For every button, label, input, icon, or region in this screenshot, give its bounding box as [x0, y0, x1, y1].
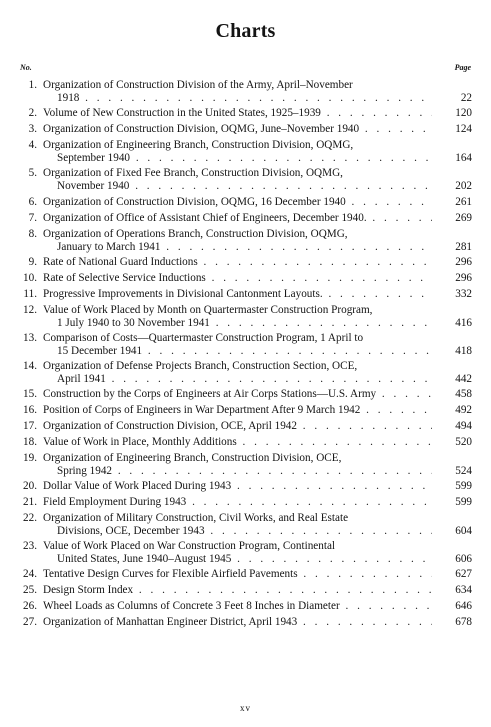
list-item	[0, 404, 491, 417]
chart-number: 24.	[23, 568, 37, 580]
chart-number: 15.	[23, 388, 37, 400]
list-item	[0, 584, 491, 597]
list-item	[0, 332, 491, 358]
chart-number: 26.	[23, 600, 37, 612]
chart-title-line: Design Storm Index . . .	[43, 584, 447, 597]
chart-title-line: Organization of Construction Division of the Army, April–November	[43, 79, 353, 91]
chart-title-line: Organization of Office of Assistant Chief of Engineers, December 1940. . . .	[43, 212, 447, 225]
list-item	[0, 600, 491, 613]
list-item	[0, 139, 491, 165]
chart-number: 21.	[23, 496, 37, 508]
list-item	[0, 228, 491, 254]
page-number: 261	[432, 196, 472, 209]
list-item	[0, 512, 491, 538]
chart-number: 11.	[23, 288, 37, 300]
chart-title-line: Organization of Operations Branch, Construction Division, OQMG,	[43, 228, 348, 240]
list-item	[0, 480, 491, 493]
list-item	[0, 496, 491, 509]
chart-number: 7.	[28, 212, 37, 224]
chart-number: 18.	[23, 436, 37, 448]
chart-title-line: Volume of New Construction in the United States, 1925–1939 . . .	[43, 107, 447, 120]
chart-title-line: Organization of Military Construction, Civil Works, and Real Estate	[43, 512, 349, 524]
list-item	[0, 288, 491, 301]
page-number: 599	[432, 480, 472, 493]
chart-number: 3.	[28, 123, 37, 135]
chart-title-line: January to March 1941 . . .	[57, 241, 447, 254]
list-item	[0, 107, 491, 120]
chart-number: 13.	[23, 332, 37, 344]
list-item	[0, 304, 491, 330]
chart-number: 16.	[23, 404, 37, 416]
list-item	[0, 79, 491, 105]
page-number: 269	[432, 212, 472, 225]
page-number: 492	[432, 404, 472, 417]
chart-title-line: Organization of Construction Division, OQMG, 16 December 1940 . . .	[43, 196, 447, 209]
list-item	[0, 568, 491, 581]
chart-title-line: Value of Work Placed on War Construction Program, Continental	[43, 540, 336, 552]
page-number: 442	[432, 373, 472, 386]
list-item	[0, 452, 491, 478]
page-number: 120	[432, 107, 472, 120]
chart-title-line: Comparison of Costs—Quartermaster Construction Program, 1 April to	[43, 332, 364, 344]
chart-number: 19.	[23, 452, 37, 464]
list-item	[0, 167, 491, 193]
page-number: 634	[432, 584, 472, 597]
chart-number: 2.	[28, 107, 37, 119]
page-number: 296	[432, 272, 472, 285]
list-item	[0, 196, 491, 209]
chart-number: 22.	[23, 512, 37, 524]
chart-title-line: Value of Work in Place, Monthly Additions . . .	[43, 436, 447, 449]
list-item	[0, 360, 491, 386]
page-number: 520	[432, 436, 472, 449]
list-item	[0, 272, 491, 285]
chart-title-line: Tentative Design Curves for Flexible Airfield Pavements . . .	[43, 568, 447, 581]
chart-title-line: April 1941 . . .	[57, 373, 447, 386]
chart-title-line: Field Employment During 1943 . . .	[43, 496, 447, 509]
list-item	[0, 123, 491, 136]
chart-number: 4.	[28, 139, 37, 151]
chart-title-line: Spring 1942 . . .	[57, 465, 447, 478]
chart-title-line: Rate of National Guard Inductions . . .	[43, 256, 447, 269]
chart-number: 1.	[28, 79, 37, 91]
chart-title-line: Position of Corps of Engineers in War Department After 9 March 1942 . . .	[43, 404, 447, 417]
list-item	[0, 436, 491, 449]
list-item	[0, 616, 491, 629]
chart-title-line: Organization of Engineering Branch, Construction Division, OCE,	[43, 452, 342, 464]
page-number: 646	[432, 600, 472, 613]
chart-title-line: Construction by the Corps of Engineers at Air Corps Stations—U.S. Army . . .	[43, 388, 447, 401]
chart-title-line: November 1940 . . .	[57, 180, 447, 193]
chart-number: 23.	[23, 540, 37, 552]
page-number: 606	[432, 553, 472, 566]
chart-title-line: 15 December 1941 . . .	[57, 345, 447, 358]
page-number: 604	[432, 525, 472, 538]
chart-number: 5.	[28, 167, 37, 179]
chart-number: 12.	[23, 304, 37, 316]
page-number: 332	[432, 288, 472, 301]
chart-title-line: Divisions, OCE, December 1943 . . .	[57, 525, 447, 538]
list-item	[0, 540, 491, 566]
page-number: 627	[432, 568, 472, 581]
chart-number: 9.	[28, 256, 37, 268]
chart-number: 17.	[23, 420, 37, 432]
page-number: 416	[432, 317, 472, 330]
column-header-number: No.	[20, 63, 32, 72]
chart-number: 14.	[23, 360, 37, 372]
page-folio: xv	[240, 703, 251, 713]
chart-number: 6.	[28, 196, 37, 208]
chart-title-line: 1918 . . .	[57, 92, 447, 105]
list-item	[0, 420, 491, 433]
chart-number: 25.	[23, 584, 37, 596]
chart-title-line: Rate of Selective Service Inductions . . .	[43, 272, 447, 285]
list-item	[0, 256, 491, 269]
chart-title-line: Value of Work Placed by Month on Quartermaster Construction Program,	[43, 304, 373, 316]
chart-list	[0, 79, 491, 632]
list-item	[0, 388, 491, 401]
chart-title-line: Organization of Construction Division, OQMG, June–November 1940 . . .	[43, 123, 447, 136]
page-number: 599	[432, 496, 472, 509]
page-number: 124	[432, 123, 472, 136]
chart-title-line: United States, June 1940–August 1945 . . .	[57, 553, 447, 566]
chart-title-line: Organization of Fixed Fee Branch, Construction Division, OQMG,	[43, 167, 343, 179]
chart-title-line: Wheel Loads as Columns of Concrete 3 Feet 8 Inches in Diameter . . .	[43, 600, 447, 613]
page-number: 164	[432, 152, 472, 165]
chart-number: 8.	[28, 228, 37, 240]
chart-title-line: Progressive Improvements in Divisional Cantonment Layouts. . . .	[43, 288, 447, 301]
chart-title-line: Organization of Defense Projects Branch, Construction Section, OCE,	[43, 360, 358, 372]
chart-title-line: 1 July 1940 to 30 November 1941 . . .	[57, 317, 447, 330]
page-number: 524	[432, 465, 472, 478]
page-number: 281	[432, 241, 472, 254]
chart-number: 10.	[23, 272, 37, 284]
page-number: 22	[432, 92, 472, 105]
chart-title-line: Organization of Manhattan Engineer District, April 1943 . . .	[43, 616, 447, 629]
page-number: 202	[432, 180, 472, 193]
page-number: 494	[432, 420, 472, 433]
chart-number: 27.	[23, 616, 37, 628]
chart-title-line: September 1940 . . .	[57, 152, 447, 165]
chart-title-line: Organization of Construction Division, OCE, April 1942 . . .	[43, 420, 447, 433]
chart-title-line: Organization of Engineering Branch, Construction Division, OQMG,	[43, 139, 354, 151]
list-item	[0, 212, 491, 225]
page-number: 458	[432, 388, 472, 401]
page-number: 418	[432, 345, 472, 358]
page-number: 296	[432, 256, 472, 269]
chart-number: 20.	[23, 480, 37, 492]
page-number: 678	[432, 616, 472, 629]
page-title: Charts	[215, 20, 276, 42]
column-header-page: Page	[454, 63, 471, 72]
chart-title-line: Dollar Value of Work Placed During 1943 . . .	[43, 480, 447, 493]
